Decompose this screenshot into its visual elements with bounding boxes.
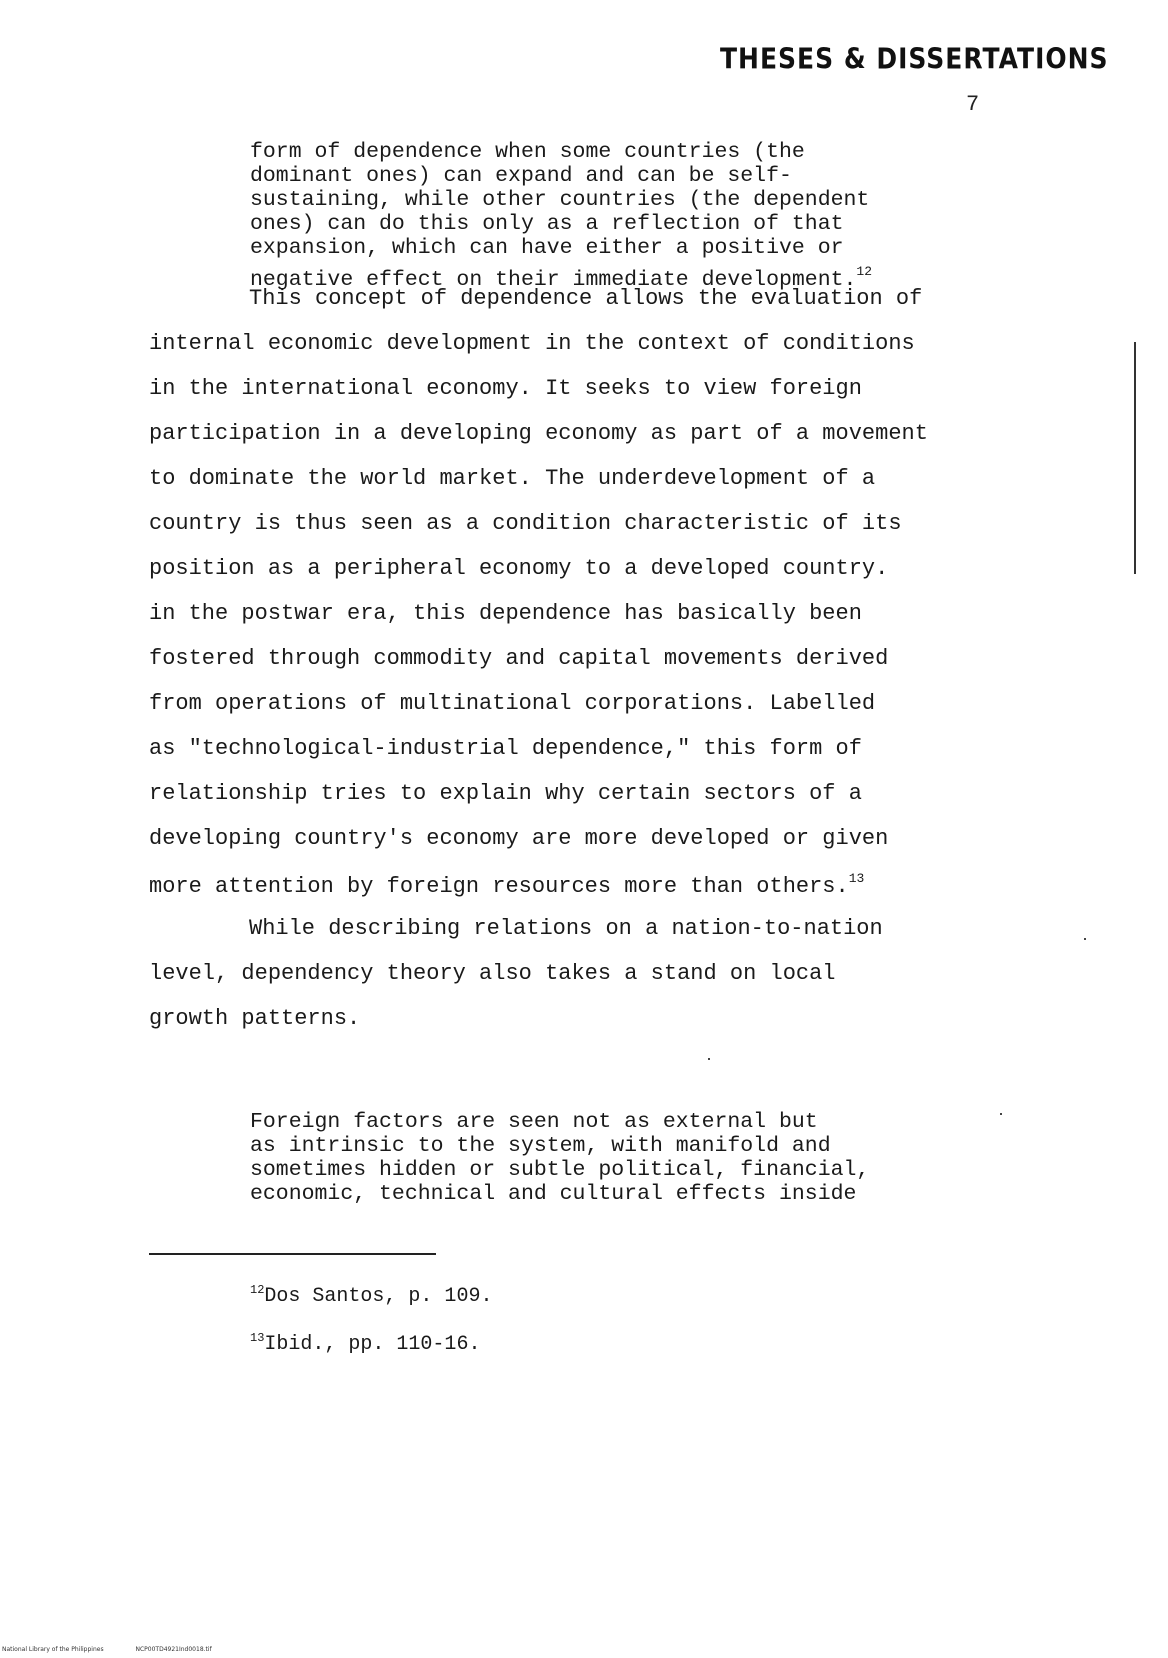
scan-speck (1084, 938, 1086, 940)
block-quote-top (250, 140, 970, 292)
paragraph-line: country is thus seen as a condition characteristic of its (149, 511, 902, 536)
paragraph-line: fostered through commodity and capital movements derived (149, 646, 889, 671)
footnote-13 (250, 1331, 480, 1356)
theses-dissertations-stamp: THESES & DISSERTATIONS (720, 41, 1109, 76)
paragraph-line: level, dependency theory also takes a stand on local (149, 961, 836, 986)
paragraph-line: position as a peripheral economy to a developed country. (149, 556, 889, 581)
scan-speck (708, 1058, 710, 1060)
paragraph-line: relationship tries to explain why certain sectors of a (149, 781, 862, 806)
quote-line: form of dependence when some countries (the (250, 140, 805, 164)
paragraph-line (149, 871, 864, 899)
quote-line: as intrinsic to the system, with manifold and (250, 1134, 831, 1158)
paragraph-line: from operations of multinational corporations. Labelled (149, 691, 876, 716)
quote-line: sustaining, while other countries (the dependent (250, 188, 870, 212)
footnote-number: 13 (250, 1331, 265, 1345)
quote-line: dominant ones) can expand and can be self- (250, 164, 792, 188)
paragraph-line: as "technological-industrial dependence," this form of (149, 736, 862, 761)
footnote-number: 12 (250, 1283, 265, 1297)
scan-margin-mark (1134, 342, 1136, 574)
paragraph-line: While describing relations on a nation-to-nation (249, 916, 883, 941)
file-id: NCP00TD4921Ind0018.tif (135, 1646, 212, 1653)
footnote-text: Ibid., pp. 110-16. (264, 1333, 481, 1356)
paragraph-line-text: more attention by foreign resources more than others. (149, 874, 849, 899)
paragraph-line: growth patterns. (149, 1006, 361, 1031)
quote-line: ones) can do this only as a reflection of that (250, 212, 844, 236)
quote-line: sometimes hidden or subtle political, financial, (250, 1158, 870, 1182)
quote-line: Foreign factors are seen not as external but (250, 1110, 818, 1134)
paragraph-line: This concept of dependence allows the evaluation of (249, 286, 923, 311)
quote-line: economic, technical and cultural effects inside (250, 1182, 857, 1206)
scan-speck (1000, 1113, 1002, 1115)
footnote-separator (149, 1253, 436, 1255)
paragraph-line: developing country's economy are more developed or given (149, 826, 889, 851)
footnote-ref-13: 13 (848, 871, 865, 886)
paragraph-line: in the international economy. It seeks to view foreign (149, 376, 862, 401)
paragraph-line: participation in a developing economy as part of a movement (149, 421, 928, 446)
paragraph-line: to dominate the world market. The underdevelopment of a (149, 466, 876, 491)
quote-line: expansion, which can have either a positive or (250, 236, 844, 260)
footnote-12 (250, 1283, 492, 1308)
library-name: National Library of the Philippines (2, 1646, 104, 1653)
paragraph-line: internal economic development in the context of conditions (149, 331, 915, 356)
footnote-text: Dos Santos, p. 109. (264, 1285, 493, 1308)
block-quote-bottom (250, 1110, 970, 1206)
page-number: 7 (966, 92, 980, 117)
footnote-ref-12: 12 (856, 264, 873, 279)
scan-footer (2, 1646, 242, 1653)
paragraph-line: in the postwar era, this dependence has basically been (149, 601, 862, 626)
quote-line-text: negative effect on their immediate development. (250, 268, 857, 292)
